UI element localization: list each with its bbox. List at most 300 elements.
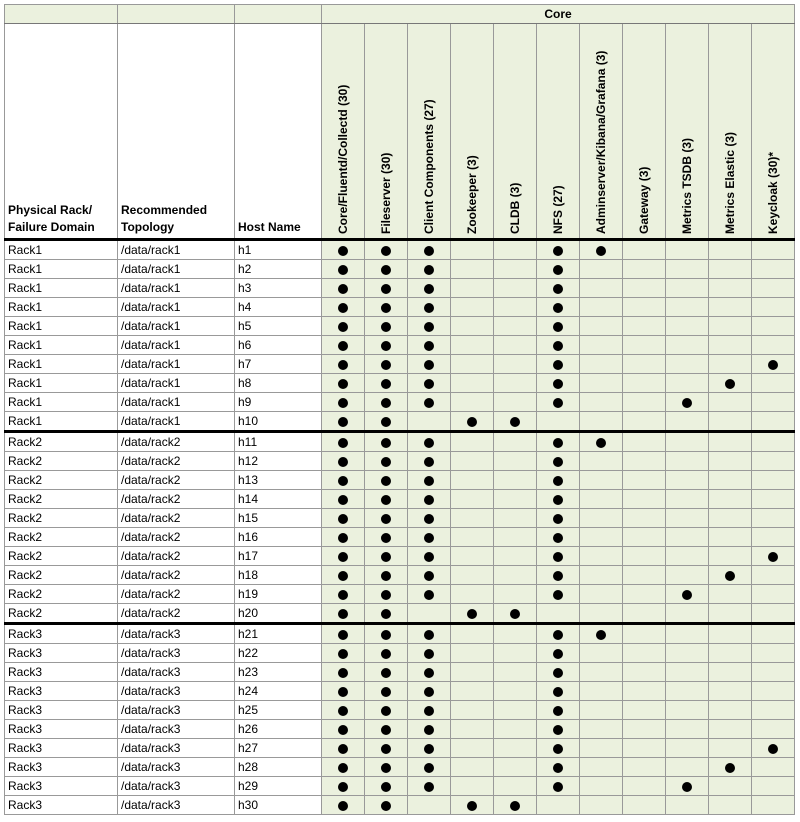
component-cell (322, 739, 365, 758)
component-cell (365, 547, 408, 566)
host-cell: h25 (235, 701, 322, 720)
rack-cell: Rack1 (5, 355, 118, 374)
component-cell (666, 777, 709, 796)
component-cell (709, 374, 752, 393)
black-dot-icon (553, 744, 563, 754)
topology-cell: /data/rack3 (118, 758, 235, 777)
component-cell (451, 624, 494, 644)
component-cell (408, 260, 451, 279)
component-cell (623, 682, 666, 701)
component-header-label: NFS (27) (551, 185, 565, 234)
component-cell (666, 663, 709, 682)
component-cell (408, 604, 451, 624)
black-dot-icon (338, 552, 348, 562)
component-cell (623, 585, 666, 604)
component-cell (451, 663, 494, 682)
rack-cell: Rack3 (5, 701, 118, 720)
host-column-header: Host Name (235, 24, 322, 240)
component-cell (365, 682, 408, 701)
black-dot-icon (381, 284, 391, 294)
black-dot-icon (381, 398, 391, 408)
black-dot-icon (338, 630, 348, 640)
component-cell (322, 298, 365, 317)
topology-cell: /data/rack1 (118, 240, 235, 260)
table-row (5, 355, 795, 374)
component-cell (537, 739, 580, 758)
black-dot-icon (424, 744, 434, 754)
rack-cell: Rack3 (5, 739, 118, 758)
component-cell (752, 432, 795, 452)
component-cell (666, 509, 709, 528)
component-cell (408, 452, 451, 471)
component-cell (580, 758, 623, 777)
host-cell: h30 (235, 796, 322, 815)
component-header-label: Metrics TSDB (3) (680, 137, 694, 234)
rack-cell: Rack1 (5, 374, 118, 393)
component-cell (408, 566, 451, 585)
component-cell (494, 279, 537, 298)
component-cell (580, 528, 623, 547)
black-dot-icon (424, 457, 434, 467)
table-row (5, 317, 795, 336)
topology-cell: /data/rack2 (118, 490, 235, 509)
component-cell (666, 260, 709, 279)
component-cell (752, 585, 795, 604)
component-cell (623, 547, 666, 566)
component-cell (709, 355, 752, 374)
component-cell (752, 471, 795, 490)
black-dot-icon (381, 687, 391, 697)
component-cell (709, 260, 752, 279)
component-cell (709, 432, 752, 452)
black-dot-icon (424, 495, 434, 505)
component-cell (709, 240, 752, 260)
host-cell: h22 (235, 644, 322, 663)
component-cell (537, 720, 580, 739)
component-cell (580, 585, 623, 604)
component-cell (451, 393, 494, 412)
component-cell (408, 432, 451, 452)
component-cell (494, 739, 537, 758)
table-row (5, 644, 795, 663)
component-cell (408, 393, 451, 412)
component-cell (322, 374, 365, 393)
component-cell (408, 528, 451, 547)
topology-cell: /data/rack3 (118, 720, 235, 739)
component-cell (322, 260, 365, 279)
component-cell (494, 393, 537, 412)
blank-header-cell (235, 5, 322, 24)
component-cell (451, 739, 494, 758)
table-row (5, 777, 795, 796)
component-cell (322, 566, 365, 585)
table-row (5, 758, 795, 777)
black-dot-icon (424, 668, 434, 678)
component-cell (666, 644, 709, 663)
component-cell (580, 604, 623, 624)
component-cell (623, 758, 666, 777)
component-header-label: Gateway (3) (637, 166, 651, 234)
component-cell (537, 490, 580, 509)
component-cell (494, 796, 537, 815)
component-cell (408, 663, 451, 682)
component-cell (365, 471, 408, 490)
component-cell (752, 796, 795, 815)
component-cell (365, 279, 408, 298)
host-cell: h12 (235, 452, 322, 471)
component-cell (752, 624, 795, 644)
host-cell: h1 (235, 240, 322, 260)
component-cell (322, 624, 365, 644)
topology-cell: /data/rack3 (118, 682, 235, 701)
table-row (5, 471, 795, 490)
component-cell (537, 355, 580, 374)
component-cell (709, 720, 752, 739)
host-cell: h5 (235, 317, 322, 336)
component-cell (752, 355, 795, 374)
table-row (5, 260, 795, 279)
component-cell (494, 701, 537, 720)
component-cell (709, 298, 752, 317)
component-cell (322, 432, 365, 452)
component-cell (494, 758, 537, 777)
component-cell (537, 317, 580, 336)
component-header-label: Fileserver (30) (379, 152, 393, 234)
component-cell (365, 585, 408, 604)
topology-cell: /data/rack1 (118, 393, 235, 412)
component-cell (408, 644, 451, 663)
component-cell (365, 758, 408, 777)
black-dot-icon (381, 763, 391, 773)
component-cell (537, 758, 580, 777)
black-dot-icon (424, 265, 434, 275)
component-cell (408, 490, 451, 509)
black-dot-icon (338, 514, 348, 524)
component-cell (580, 393, 623, 412)
component-cell (537, 547, 580, 566)
component-cell (365, 720, 408, 739)
component-cell (451, 260, 494, 279)
component-cell (580, 663, 623, 682)
component-cell (322, 796, 365, 815)
component-cell (752, 317, 795, 336)
black-dot-icon (381, 495, 391, 505)
component-cell (494, 471, 537, 490)
component-cell (537, 624, 580, 644)
host-cell: h16 (235, 528, 322, 547)
component-header-label: Client Components (27) (422, 99, 436, 234)
table-row (5, 298, 795, 317)
black-dot-icon (553, 533, 563, 543)
black-dot-icon (338, 571, 348, 581)
component-cell (752, 777, 795, 796)
black-dot-icon (553, 763, 563, 773)
component-cell (580, 298, 623, 317)
component-cell (709, 604, 752, 624)
black-dot-icon (725, 379, 735, 389)
black-dot-icon (338, 398, 348, 408)
host-cell: h3 (235, 279, 322, 298)
host-cell: h2 (235, 260, 322, 279)
black-dot-icon (338, 763, 348, 773)
component-cell (537, 796, 580, 815)
component-cell (365, 412, 408, 432)
component-cell (537, 509, 580, 528)
topology-cell: /data/rack3 (118, 777, 235, 796)
black-dot-icon (381, 590, 391, 600)
black-dot-icon (553, 438, 563, 448)
topology-cell: /data/rack1 (118, 412, 235, 432)
black-dot-icon (381, 744, 391, 754)
component-cell (322, 682, 365, 701)
black-dot-icon (553, 649, 563, 659)
component-cell (580, 490, 623, 509)
black-dot-icon (338, 379, 348, 389)
component-cell (408, 336, 451, 355)
component-cell (752, 758, 795, 777)
black-dot-icon (467, 801, 477, 811)
component-cell (408, 240, 451, 260)
component-cell (408, 585, 451, 604)
component-cell (623, 509, 666, 528)
component-cell (752, 452, 795, 471)
rack-cell: Rack1 (5, 279, 118, 298)
black-dot-icon (424, 763, 434, 773)
component-cell (623, 796, 666, 815)
component-cell (580, 701, 623, 720)
component-cell (322, 701, 365, 720)
black-dot-icon (381, 649, 391, 659)
black-dot-icon (424, 687, 434, 697)
black-dot-icon (338, 609, 348, 619)
component-cell (666, 701, 709, 720)
black-dot-icon (467, 417, 477, 427)
black-dot-icon (553, 284, 563, 294)
table-row (5, 624, 795, 644)
component-cell (666, 298, 709, 317)
component-cell (322, 279, 365, 298)
component-cell (408, 777, 451, 796)
black-dot-icon (338, 341, 348, 351)
component-cell (322, 585, 365, 604)
black-dot-icon (553, 706, 563, 716)
component-cell (322, 644, 365, 663)
black-dot-icon (424, 649, 434, 659)
component-cell (537, 585, 580, 604)
rack-cell: Rack1 (5, 317, 118, 336)
black-dot-icon (424, 379, 434, 389)
black-dot-icon (338, 590, 348, 600)
topology-cell: /data/rack2 (118, 566, 235, 585)
component-cell (580, 777, 623, 796)
component-cell (709, 758, 752, 777)
component-cell (408, 720, 451, 739)
black-dot-icon (381, 379, 391, 389)
topology-cell: /data/rack1 (118, 317, 235, 336)
component-cell (408, 471, 451, 490)
black-dot-icon (381, 609, 391, 619)
black-dot-icon (553, 590, 563, 600)
component-cell (494, 547, 537, 566)
component-cell (666, 624, 709, 644)
black-dot-icon (553, 782, 563, 792)
component-cell (666, 547, 709, 566)
component-cell (451, 471, 494, 490)
rack-cell: Rack2 (5, 432, 118, 452)
component-cell (666, 528, 709, 547)
component-cell (666, 336, 709, 355)
component-header-label: CLDB (3) (508, 182, 522, 234)
component-cell (537, 336, 580, 355)
component-cell (537, 604, 580, 624)
table-row (5, 509, 795, 528)
table-row (5, 604, 795, 624)
component-cell (322, 663, 365, 682)
rack-cell: Rack2 (5, 471, 118, 490)
component-cell (580, 624, 623, 644)
component-header-label: Metrics Elastic (3) (723, 131, 737, 234)
component-cell (322, 471, 365, 490)
component-cell (451, 720, 494, 739)
host-cell: h19 (235, 585, 322, 604)
component-cell (623, 720, 666, 739)
black-dot-icon (682, 398, 692, 408)
black-dot-icon (424, 533, 434, 543)
component-cell (451, 298, 494, 317)
component-cell (709, 777, 752, 796)
component-cell (408, 758, 451, 777)
component-cell (709, 336, 752, 355)
component-cell (709, 663, 752, 682)
component-cell (494, 490, 537, 509)
component-cell (537, 412, 580, 432)
component-cell (408, 412, 451, 432)
table-row (5, 547, 795, 566)
host-cell: h18 (235, 566, 322, 585)
component-cell (752, 701, 795, 720)
component-cell (494, 682, 537, 701)
black-dot-icon (338, 438, 348, 448)
table-row (5, 279, 795, 298)
component-cell (666, 471, 709, 490)
black-dot-icon (553, 668, 563, 678)
black-dot-icon (768, 744, 778, 754)
component-cell (623, 452, 666, 471)
component-cell (709, 739, 752, 758)
black-dot-icon (682, 590, 692, 600)
component-cell (709, 547, 752, 566)
host-cell: h21 (235, 624, 322, 644)
component-column-header (666, 24, 709, 240)
host-cell: h13 (235, 471, 322, 490)
host-cell: h17 (235, 547, 322, 566)
component-cell (322, 720, 365, 739)
black-dot-icon (381, 630, 391, 640)
component-cell (494, 452, 537, 471)
black-dot-icon (553, 552, 563, 562)
component-cell (752, 604, 795, 624)
component-cell (451, 777, 494, 796)
table-row (5, 412, 795, 432)
host-cell: h8 (235, 374, 322, 393)
black-dot-icon (553, 265, 563, 275)
component-cell (666, 739, 709, 758)
component-column-header (709, 24, 752, 240)
component-cell (709, 509, 752, 528)
black-dot-icon (381, 438, 391, 448)
component-header-label: Keycloak (30)* (766, 151, 780, 234)
component-cell (623, 374, 666, 393)
black-dot-icon (338, 457, 348, 467)
component-cell (451, 796, 494, 815)
component-cell (537, 566, 580, 585)
table-row (5, 585, 795, 604)
black-dot-icon (553, 571, 563, 581)
black-dot-icon (381, 360, 391, 370)
component-cell (494, 260, 537, 279)
black-dot-icon (381, 457, 391, 467)
black-dot-icon (553, 341, 563, 351)
component-column-header (752, 24, 795, 240)
black-dot-icon (338, 801, 348, 811)
component-cell (666, 452, 709, 471)
black-dot-icon (424, 725, 434, 735)
component-cell (365, 796, 408, 815)
component-cell (408, 796, 451, 815)
topology-cell: /data/rack2 (118, 547, 235, 566)
black-dot-icon (381, 725, 391, 735)
component-cell (494, 663, 537, 682)
component-cell (709, 471, 752, 490)
component-cell (623, 566, 666, 585)
black-dot-icon (424, 360, 434, 370)
component-cell (580, 374, 623, 393)
topology-cell: /data/rack2 (118, 432, 235, 452)
component-cell (494, 509, 537, 528)
component-cell (322, 758, 365, 777)
component-cell (537, 682, 580, 701)
host-cell: h15 (235, 509, 322, 528)
black-dot-icon (338, 744, 348, 754)
blank-header-cell (5, 5, 118, 24)
component-cell (623, 393, 666, 412)
black-dot-icon (768, 552, 778, 562)
black-dot-icon (424, 284, 434, 294)
rack-cell: Rack1 (5, 240, 118, 260)
component-column-header (365, 24, 408, 240)
component-cell (666, 374, 709, 393)
table-row (5, 528, 795, 547)
component-cell (451, 240, 494, 260)
component-header-label: Adminserver/Kibana/Grafana (3) (594, 50, 608, 234)
black-dot-icon (381, 571, 391, 581)
component-cell (623, 240, 666, 260)
component-cell (537, 260, 580, 279)
black-dot-icon (424, 590, 434, 600)
component-cell (451, 452, 494, 471)
black-dot-icon (424, 341, 434, 351)
component-cell (537, 471, 580, 490)
component-cell (365, 604, 408, 624)
component-cell (451, 585, 494, 604)
rack-cell: Rack3 (5, 663, 118, 682)
column-header-row (5, 24, 795, 240)
component-cell (494, 240, 537, 260)
component-cell (365, 452, 408, 471)
host-cell: h11 (235, 432, 322, 452)
component-cell (752, 663, 795, 682)
component-cell (494, 777, 537, 796)
